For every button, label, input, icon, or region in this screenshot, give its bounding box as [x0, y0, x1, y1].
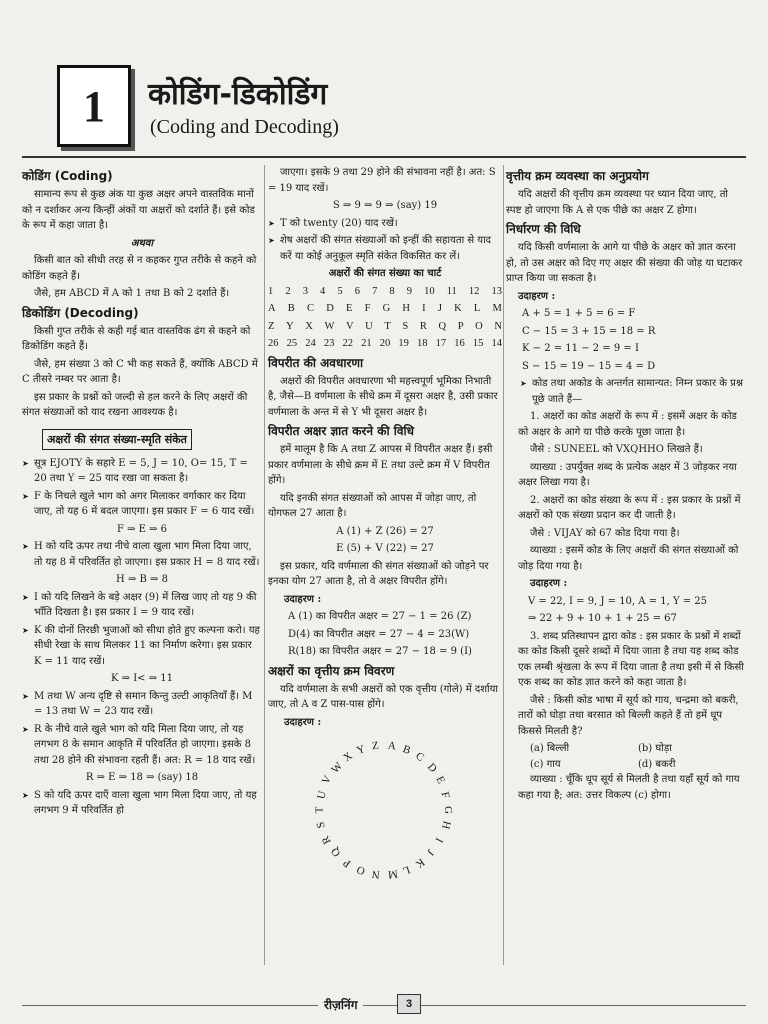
chart-cell: J	[437, 303, 442, 314]
circle-letter: Z	[371, 740, 380, 753]
chart-cell: 17	[435, 338, 447, 349]
vritiya-heading: अक्षरों का वृत्तीय क्रम विवरण	[268, 663, 395, 678]
chart-cell: U	[365, 320, 373, 332]
example-line: जैसे : किसी कोड भाषा में सूर्य को गाय, चन्द्रमा को बकरी, तारों को घोड़ा तथा बरसात को बिल्ली कहते हैं तो हमें धूप किससे मिलती है?	[518, 694, 739, 737]
chart-cell: H	[402, 303, 410, 314]
chart-cell: 13	[491, 285, 502, 297]
explanation: व्याख्या : चूँकि धूप सूर्य से मिलती है तथा यहाँ सूर्य को गाय कहा गया है; अत: उत्तर विकल्प (c) होगा।	[518, 774, 740, 801]
chart-cell: Q	[438, 320, 447, 332]
list-item: ➤ S को यदि ऊपर दाएँ वाला खुला भाग मिला दिया जाए, तो यह लगभग 9 में परिवर्तित हो	[22, 788, 262, 819]
circle-letter: B	[400, 743, 412, 758]
chart-cell: 11	[446, 285, 457, 297]
example-label: उदाहरण :	[518, 290, 556, 302]
chart-cell: W	[324, 320, 335, 332]
athva-label: अथवा	[130, 237, 154, 249]
chart-cell: 10	[424, 285, 435, 297]
circle-letter: A	[387, 740, 397, 753]
chart-cell: 9	[406, 285, 412, 297]
circle-letter: V	[320, 773, 335, 787]
chart-row	[268, 319, 502, 335]
chart-cell: A	[268, 303, 276, 314]
circle-letter: U	[315, 789, 329, 800]
list-item: ➤ H को यदि ऊपर तथा नीचे वाला खुला भाग मिला दिया जाए, तो यह 8 में परिवर्तित हो जाएगा। इस प्रकार H = 8 याद रखें।	[22, 539, 262, 570]
paragraph: इस प्रकार के प्रश्नों को जल्दी से हल करने के लिए अक्षरों की संगत संख्याओं को याद रखना आवश्यक है।	[22, 391, 248, 418]
chart-cell: 22	[342, 338, 353, 349]
chart-cell: 8	[389, 285, 395, 297]
circle-letter: I	[432, 835, 445, 845]
list-item: ➤ F के निचले खुले भाग को अगर मिलाकर वर्गाकार कर दिया जाए, तो यह 6 में बदल जाएगा। इस प्रकार F = 6 याद रखें।	[22, 489, 262, 520]
list-item: ➤ T को twenty (20) याद रखें।	[268, 216, 502, 232]
option: (b) घोड़ा	[638, 743, 672, 754]
circle-letter: J	[424, 846, 436, 859]
paragraph: यदि वर्णमाला के सभी अक्षरों को एक वृत्तीय (गोले) में दर्शाया जाए, तो A व Z पास-पास होंगे।	[268, 683, 498, 710]
coding-heading: कोडिंग (Coding)	[22, 169, 113, 183]
chart-cell: R	[419, 320, 427, 332]
circle-letter: H	[439, 820, 453, 831]
circle-letter: L	[400, 863, 412, 877]
paragraph: यदि इनकी संगत संख्याओं को आपस में जोड़ा जाए, तो योगफल 27 आता है।	[268, 492, 477, 519]
chart-cell: 7	[372, 285, 378, 297]
chapter-number: 1	[83, 81, 105, 131]
anuprayog-heading: वृत्तीय क्रम व्यवस्था का अनुप्रयोग	[506, 169, 649, 183]
chart-cell: P	[457, 320, 464, 332]
circle-letter: D	[424, 760, 439, 775]
chart-row	[268, 301, 502, 317]
example-label: उदाहरण :	[284, 716, 322, 728]
alphabet-circle	[310, 736, 460, 886]
paragraph: जैसे, हम ABCD में A को 1 तथा B को 2 दर्शाते हैं।	[34, 288, 230, 299]
chart-cell: N	[494, 320, 502, 332]
chart-cell: 1	[268, 285, 274, 297]
chart-cell: M	[492, 303, 502, 314]
equation: F ⇒ E ⇒ 6	[116, 523, 168, 535]
example-line: A (1) का विपरीत अक्षर = 27 − 1 = 26 (Z)	[288, 611, 472, 622]
column-3	[506, 165, 746, 805]
example-line: D(4) का विपरीत अक्षर = 27 − 4 = 23(W)	[288, 628, 470, 640]
calc-line: K − 2 = 11 − 2 = 9 = I	[522, 343, 639, 354]
mnemonic-box-title: अक्षरों की संगत संख्या-स्मृति संकेत	[42, 429, 192, 450]
chart-cell: 24	[305, 338, 316, 349]
chart-cell: 14	[491, 338, 502, 349]
chart-cell: K	[454, 303, 462, 314]
paragraph: यदि अक्षरों की वृत्तीय क्रम व्यवस्था पर ध्यान दिया जाए, तो स्पष्ट हो जाएगा कि A से एक पीछे का अक्षर Z होगा।	[506, 189, 728, 216]
list-item: ➤ सूत्र EJOTY के सहारे E = 5, J = 10, O= 15, T = 20 तथा Y = 25 याद रखा जा सकता है।	[22, 456, 262, 487]
footer-rule	[22, 1005, 746, 1006]
circle-letter: R	[319, 833, 335, 846]
chart-cell: 4	[320, 285, 326, 297]
chart-cell: L	[473, 303, 481, 314]
decoding-heading: डिकोडिंग (Decoding)	[22, 305, 139, 320]
circle-letter: Y	[355, 743, 368, 758]
circle-letter: M	[387, 866, 399, 881]
circle-letter: X	[340, 750, 355, 765]
equation: S ⇒ 9 ⇒ 9 ⇒ (say) 19	[332, 200, 438, 211]
chart-cell: 23	[323, 338, 335, 349]
chart-cell: 6	[354, 285, 360, 297]
calc-line: ⇒ 22 + 9 + 10 + 1 + 25 = 67	[528, 613, 677, 624]
chart-cell: 12	[468, 285, 480, 297]
chart-cell: F	[364, 303, 371, 314]
calc-line: V = 22, I = 9, J = 10, A = 1, Y = 25	[528, 595, 708, 607]
chart-cell: 5	[337, 285, 343, 297]
chart-cell: O	[475, 320, 483, 332]
option: (a) बिल्ली	[530, 743, 570, 754]
paragraph: किसी गुप्त तरीके से कही गई बात वास्तविक ढंग से कहने को डिकोडिंग कहते हैं।	[22, 325, 251, 352]
circle-letter: G	[441, 806, 454, 814]
equation: E (5) + V (22) = 27	[336, 543, 434, 554]
letter-number-chart	[268, 284, 502, 352]
circle-letter: N	[371, 867, 381, 880]
calc-line: A + 5 = 1 + 5 = 6 = F	[522, 308, 636, 319]
chart-cell: Z	[268, 320, 275, 332]
example-label: उदाहरण :	[530, 578, 568, 589]
numbered-item: 1. अक्षरों का कोड अक्षरों के रूप में : इसमें अक्षर के कोड को अक्षर के आगे या पीछे करके पूछा जाता है।	[518, 411, 737, 438]
paragraph: इस प्रकार, यदि वर्णमाला की संगत संख्याओं को जोड़ने पर इनका योग 27 आता है, तो वे अक्षर विपरीत होंगे।	[268, 560, 489, 587]
list-item: ➤ शेष अक्षरों की संगत संख्याओं को इन्हीं की सहायता से याद करें या कोई अनुकूल स्मृति संकेत विकसित कर लें।	[268, 233, 502, 264]
chart-row	[268, 336, 502, 352]
option: (d) बकरी	[638, 758, 676, 770]
list-item: ➤ R के नीचे वाले खुले भाग को यदि मिला दिया जाए, तो यह लगभग 8 के समान आकृति में परिवर्तित हो जाएगा। इसके 8 तथा 28 होने की संभावना रहती हैं। अत: R = 18 याद रखें।	[22, 722, 262, 769]
chart-cell: 25	[286, 338, 298, 349]
paragraph: सामान्य रूप से कुछ अंक या कुछ अक्षर अपने वास्तविक मानों को न दर्शाकर अन्य किन्हीं अंकों या अक्षरों को दर्शाते हैं। इसे कोड के रूप में कहा जाता है।	[22, 189, 255, 231]
circle-letter: P	[340, 855, 353, 870]
option: (c) गाय	[530, 758, 561, 770]
chapter-title-hindi: कोडिंग-डिकोडिंग	[148, 77, 328, 112]
paragraph: किसी बात को सीधी तरह से न कहकर गुप्त तरीके से कहने को कोडिंग कहते हैं।	[22, 255, 257, 282]
column-divider	[264, 165, 265, 965]
vidhi-heading: विपरीत अक्षर ज्ञात करने की विधि	[268, 424, 415, 438]
paragraph: हमें मालूम है कि A तथा Z आपस में विपरीत अक्षर हैं। इसी प्रकार वर्णमाला के सीधे क्रम में E तथा उल्टे क्रम में V विपरीत होंगे।	[268, 444, 493, 486]
numbered-item: 3. शब्द प्रतिस्थापन द्वारा कोड : इस प्रकार के प्रश्नों में शब्दों का कोड किसी दूसरे शब्दों में दिया जाता है तथा यह शब्द कोड एक लम्बी श्रृंखला के रूप में दिया जाता है तथा इसी में से किसी एक शब्द का कोड ज्ञात करने को कहा जाता है।	[518, 630, 744, 688]
footer-label: रीज़निंग	[318, 996, 363, 1013]
circle-letter: O	[355, 862, 368, 877]
calc-line: S − 15 = 19 − 15 = 4 = D	[522, 360, 656, 372]
list-item: ➤ K की दोनों तिरछी भुजाओं को सीधा होते हुए कल्पना करो। यह सीधी रेखा के साथ मिलकर 11 का निर्माण करेगा। इस प्रकार K = 11 याद रखें।	[22, 623, 262, 670]
chart-cell: B	[287, 303, 295, 314]
options-grid	[506, 741, 746, 772]
circle-letter: Q	[328, 845, 344, 860]
example-line: जैसे : VIJAY को 67 कोड दिया गया है।	[530, 527, 680, 539]
chart-cell: 21	[361, 338, 372, 349]
chart-cell: D	[326, 303, 334, 314]
chart-cell: Y	[286, 320, 294, 332]
example-line: जैसे : SUNEEL को VXQHHO लिखते हैं।	[530, 444, 703, 455]
circle-letter: S	[314, 820, 328, 830]
chapter-title-english: (Coding and Decoding)	[150, 116, 339, 138]
circle-letter: F	[438, 790, 452, 800]
circle-letter: C	[413, 750, 427, 765]
chart-cell: 26	[268, 338, 279, 349]
page-number: 3	[397, 994, 421, 1014]
equation: H ⇒ B ⇒ 8	[116, 574, 168, 585]
chart-cell: C	[306, 303, 314, 314]
chart-cell: I	[422, 303, 426, 314]
equation: K ⇒ I< ⇒ 11	[111, 673, 173, 684]
example-line: R(18) का विपरीत अक्षर = 27 − 18 = 9 (I)	[288, 646, 472, 657]
circle-letter: K	[413, 855, 428, 870]
chart-cell: 3	[302, 285, 308, 297]
circle-letter: W	[329, 759, 346, 776]
paragraph: जैसे, हम संख्या 3 को C भी कह सकते हैं, क्योंकि ABCD में C तीसरे नम्बर पर आता है।	[22, 358, 258, 385]
chart-cell: 20	[379, 338, 391, 349]
column-2	[268, 165, 502, 886]
chart-cell: 18	[417, 338, 428, 349]
column-divider	[503, 165, 504, 965]
chart-cell: E	[345, 303, 353, 314]
chart-cell: 2	[285, 285, 291, 297]
list-item: ➤ कोड तथा अकोड के अन्तर्गत सामान्यत: निम्न प्रकार के प्रश्न पूछे जाते हैं—	[520, 376, 746, 407]
equation: R ⇒ E ⇒ 18 ⇒ (say) 18	[85, 772, 199, 783]
nirdharan-heading: निर्धारण की विधि	[506, 222, 581, 236]
equation: A (1) + Z (26) = 27	[336, 525, 434, 537]
paragraph: जाएगा। इसके 9 तथा 29 होने की संभावना नहीं है। अत: S = 19 याद रखें।	[268, 167, 496, 194]
example-label: उदाहरण :	[284, 593, 322, 605]
column-1	[22, 165, 262, 821]
list-item: ➤ I को यदि लिखने के बड़े अक्षर (9) में लिख जाए तो यह 9 की भाँति दिखता है। इस प्रकार I = 9 याद रखें।	[22, 590, 262, 621]
chart-cell: 16	[454, 338, 465, 349]
calc-line: C − 15 = 3 + 15 = 18 = R	[522, 325, 656, 337]
viparit-heading: विपरीत की अवधारणा	[268, 355, 364, 370]
header-rule	[22, 156, 746, 158]
explanation: व्याख्या : इसमें कोड के लिए अक्षरों की संगत संख्याओं को जोड़ दिया गया है।	[518, 545, 739, 572]
chart-cell: T	[384, 320, 391, 332]
chart-cell: V	[345, 320, 354, 332]
chart-cell: G	[382, 303, 391, 314]
circle-letter: T	[313, 806, 326, 814]
numbered-item: 2. अक्षरों का कोड संख्या के रूप में : इस प्रकार के प्रश्नों में अक्षरों को एक संख्या प्रदान कर दी जाती है।	[518, 494, 741, 521]
chart-heading: अक्षरों की संगत संख्या का चार्ट	[328, 268, 442, 279]
explanation: व्याख्या : उपर्युक्त शब्द के प्रत्येक अक्षर में 3 जोड़कर नया अक्षर लिखा गया है।	[518, 461, 737, 488]
paragraph: अक्षरों की विपरीत अवधारणा भी महत्त्वपूर्ण भूमिका निभाती है, जैसे—B वर्णमाला के सीधे क्रम में दूसरा अक्षर है, उसी प्रकार वर्णमाला के अन्त में से Y भी दूसरा अक्षर है।	[268, 375, 498, 418]
chart-row	[268, 284, 502, 300]
paragraph: यदि किसी वर्णमाला के आगे या पीछे के अक्षर को ज्ञात करना हो, तो उस अक्षर को दिए गए अक्षर की संख्या की जोड़ या घटाकर प्राप्त किया जा सकता है।	[506, 242, 743, 284]
chart-cell: X	[305, 320, 313, 332]
chapter-number-box	[57, 65, 131, 147]
chart-cell: 15	[472, 338, 484, 349]
chart-cell: 19	[398, 338, 409, 349]
chart-cell: S	[402, 320, 409, 332]
circle-letter: E	[433, 774, 447, 787]
list-item: ➤ M तथा W अन्य दृष्टि से समान किन्तु उल्टी आकृतियाँ हैं। M = 13 तथा W = 23 याद रखें।	[22, 689, 262, 720]
